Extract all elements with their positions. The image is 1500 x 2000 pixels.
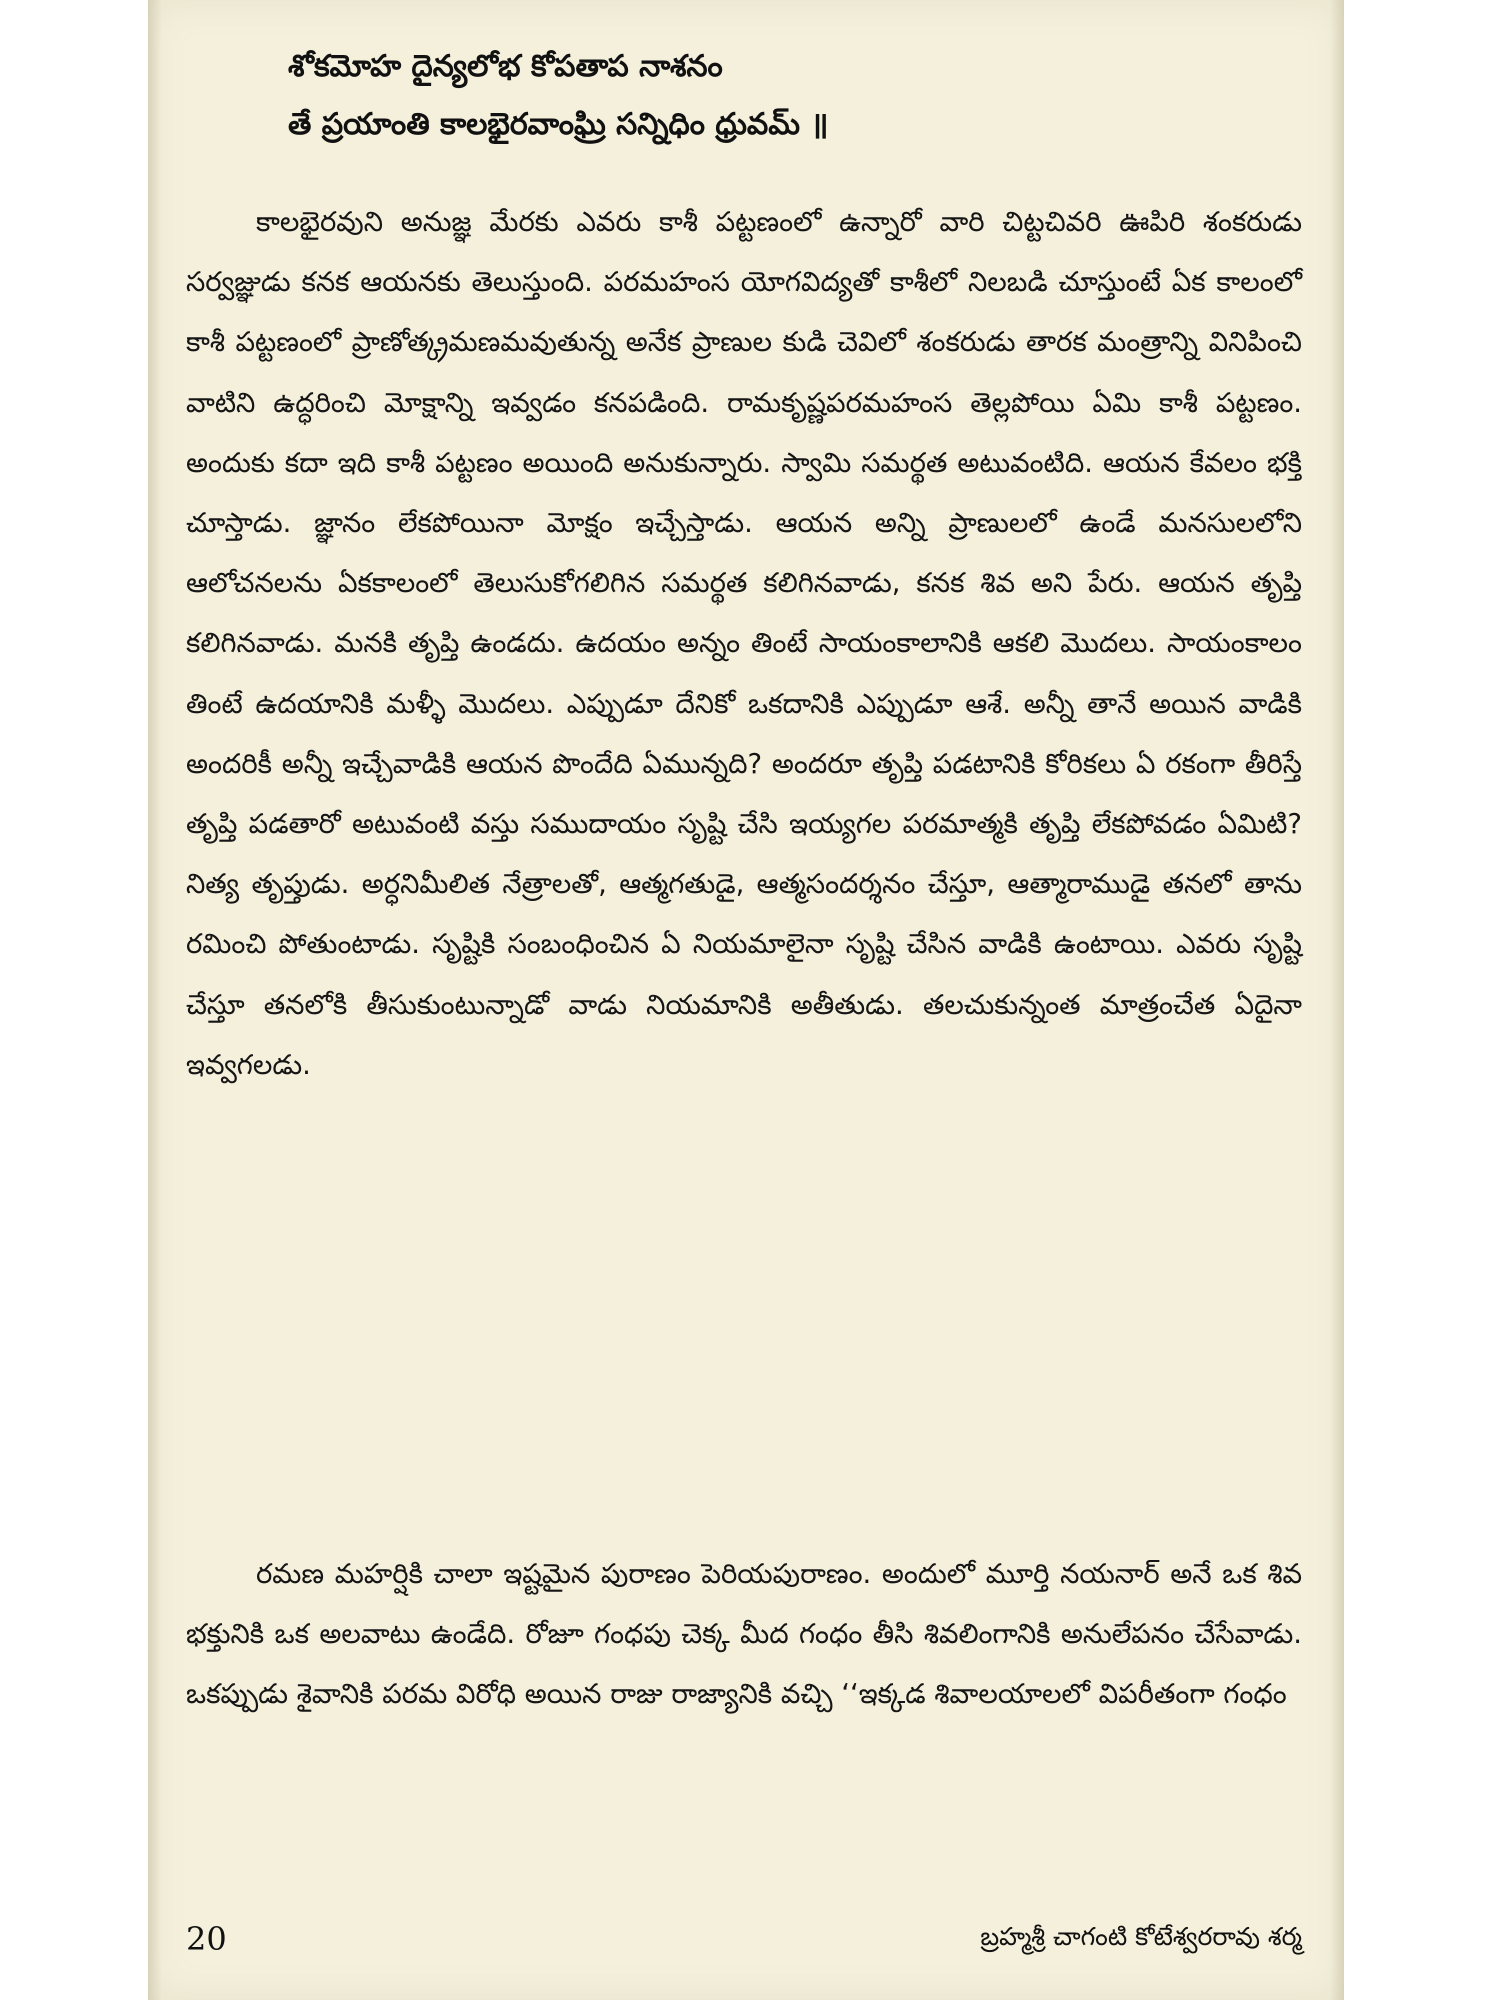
page-edge-shadow-right	[1330, 0, 1344, 2000]
body-paragraph-1: కాలభైరవుని అనుజ్ఞ మేరకు ఎవరు కాశీ పట్టణంలో ఉన్నారో వారి చిట్టచివరి ఊపిరి శంకరుడు సర్వజ్ఞుడు కనక ఆయనకు తెలుస్తుంది. పరమహంస యోగవిద్యతో కాశీలో నిలబడి చూస్తుంటే ఏక కాలంలో కాశీ పట్టణంలో ప్రాణోత్క్రమణమవుతున్న అనేక ప్రాణుల కుడి చెవిలో శంకరుడు తారక మంత్రాన్ని వినిపించి వాటిని ఉద్ధరించి మోక్షాన్ని ఇవ్వడం కనపడింది. రామకృష్ణపరమహంస తెల్లపోయి ఏమి కాశీ పట్టణం. అందుకు కదా ఇది కాశీ పట్టణం అయింది అనుకున్నారు. స్వామి సమర్థత అటువంటిది. ఆయన కేవలం భక్తి చూస్తాడు. జ్ఞానం లేకపోయినా మోక్షం ఇచ్చేస్తాడు. ఆయన అన్ని ప్రాణులలో ఉండే మనసులలోని ఆలోచనలను ఏకకాలంలో తెలుసుకోగలిగిన సమర్థత కలిగినవాడు, కనక శివ అని పేరు. ఆయన తృప్తి కలిగినవాడు. మనకి తృప్తి ఉండదు. ఉదయం అన్నం తింటే సాయంకాలానికి ఆకలి మొదలు. సాయంకాలం తింటే ఉదయానికి మళ్ళీ మొదలు. ఎప్పుడూ దేనికో ఒకదానికి ఎప్పుడూ ఆశే. అన్నీ తానే అయిన వాడికి అందరికీ అన్నీ ఇచ్చేవాడికి ఆయన పొందేది ఏమున్నది? అందరూ తృప్తి పడటానికి కోరికలు ఏ రకంగా తీరిస్తే తృప్తి పడతారో అటువంటి వస్తు సముదాయం సృష్టి చేసి ఇయ్యగల పరమాత్మకి తృప్తి లేకపోవడం ఏమిటి? నిత్య తృప్తుడు. అర్ధనిమీలిత నేత్రాలతో, ఆత్మగతుడై, ఆత్మసందర్శనం చేస్తూ, ఆత్మారాముడై తనలో తాను రమించి పోతుంటాడు. సృష్టికి సంబంధించిన ఏ నియమాలైనా సృష్టి చేసిన వాడికి ఉంటాయి. ఎవరు సృష్టి చేస్తూ తనలోకి తీసుకుంటున్నాడో వాడు నియమానికి అతీతుడు. తలచుకున్నంత మాత్రంచేత ఏదైనా ఇవ్వగలడు.	[186, 206, 1302, 1081]
body-paragraph-2: రమణ మహర్షికి చాలా ఇష్టమైన పురాణం పెరియపురాణం. అందులో మూర్తి నయనార్ అనే ఒక శివ భక్తునికి ఒక అలవాటు ఉండేది. రోజూ గంధపు చెక్క మీద గంధం తీసి శివలింగానికి అనులేపనం చేసేవాడు. ఒకప్పుడు శైవానికి పరమ విరోధి అయిన రాజు రాజ్యానికి వచ్చి ‘‘ఇక్కడ శివాలయాలలో విపరీతంగా గంధం	[186, 1558, 1302, 1711]
page-footer	[186, 1920, 1302, 1970]
verse-line-2	[288, 96, 1228, 154]
verse-block	[288, 38, 1228, 154]
book-page	[148, 0, 1344, 2000]
author-name: బ్రహ్మశ్రీ చాగంటి కోటేశ్వరరావు శర్మ	[980, 1922, 1302, 1951]
page-number: 20	[186, 1920, 227, 1958]
verse-line-1: శోకమోహ దైన్యలోభ కోపతాప నాశనం	[288, 49, 723, 84]
verse-line-2-text: తే ప్రయాంతి కాలభైరవాంఘ్రి సన్నిధిం ధ్రువమ్	[288, 107, 800, 142]
page-edge-shadow-left	[148, 0, 162, 2000]
verse-end-mark: ॥	[810, 107, 829, 142]
